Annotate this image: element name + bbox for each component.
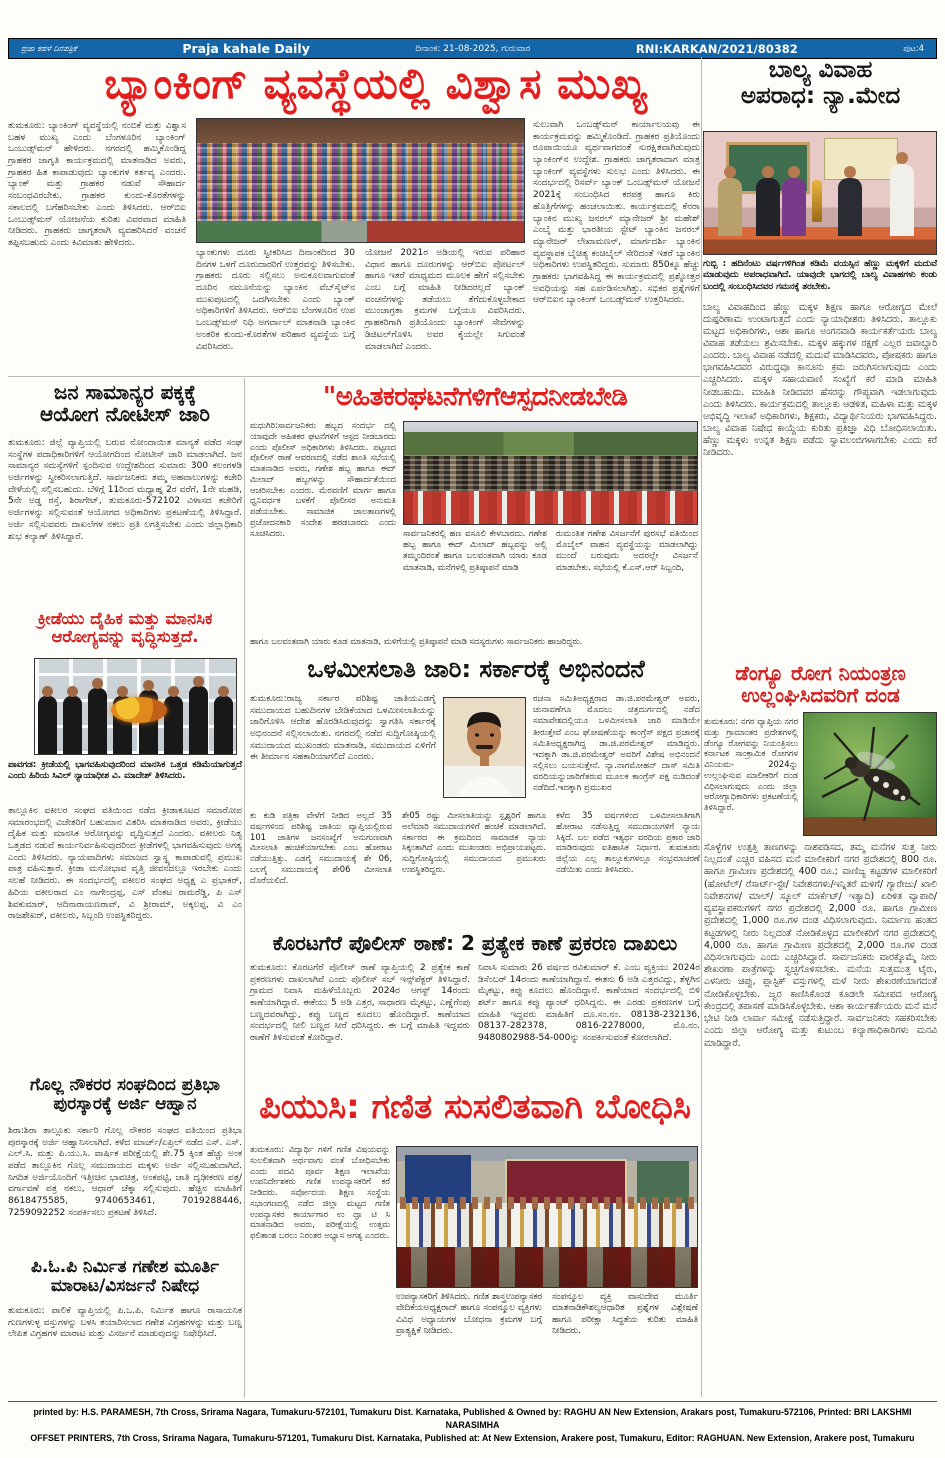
lawyer-figure	[214, 696, 233, 754]
lawyer-figure	[189, 686, 208, 754]
olamisalati-col3a: ಕು ಕುಡಿ ಪತ್ರಿಕಾ ವೇಳೆಗೆ ನೀಡಿದ ಅಲ್ಲದೆ 35 ವರ್ಷಗಳಿಂದ ಪರಿಶಿಷ್ಟ ಜಾತಿಯ ವ್ಯಾಪ್ತಿಯಲ್ಲಿರುವ 101 ಜಾತಿಗಳ ಜನಸಂಖ್ಯೆಗೆ ಅನುಗುಣವಾಗಿ ಮೀಸಲಾತಿ ಹಂಚಿಕೆಯಾಗಬೇಕು ಎಂಬ ಹೋರಾಟ ನಡೆಯುತ್ತಿತ್ತು. ಎಡಗೈ ಸಮುದಾಯಕ್ಕೆ ಶೇ 06, ಬಲಗೈ ಸಮುದಾಯಕ್ಕೆ ಶೇ06 ಮೀಸಲಾತಿ ದೊರೆಯಲಿದೆ.	[250, 810, 392, 885]
koratagere-col1: ತುಮಕೂರು: ಕೊರಟಗೆರೆ ಪೊಲೀಸ್ ಠಾಣೆ ವ್ಯಾಪ್ತಿಯಲ್ಲಿ 2 ಪ್ರತ್ಯೇಕ ಕಾಣೆ ಪ್ರಕರಣಗಳು ದಾಖಲಾಗಿವೆ ಎಂದು ಪೊಲೀಸ್ ಸಬ್ ಇನ್ಸ್‌ಪೆಕ್ಟರ್ ತಿಳಿಸಿದ್ದಾರೆ. ಗ್ರಾಮದ ನಿವಾಸಿ ಮಹಿಳೆಯೊಬ್ಬರು 2024ರ ಆಗಸ್ಟ್ 14ರಂದು ಕಾಣೆಯಾಗಿದ್ದಾರೆ. ಈಕೆಯು 5 ಅಡಿ ಎತ್ತರ, ಸಾಧಾರಣ ಮೈಕಟ್ಟು, ಎಣ್ಣೆಗೆಂಪು ಬಣ್ಣದವರಾಗಿದ್ದು, ಕಪ್ಪು ಬಣ್ಣದ ಕೂದಲು ಹೊಂದಿದ್ದಾರೆ. ಕಾಣೆಯಾದ ಸಂದರ್ಭದಲ್ಲಿ ನೀಲಿ ಬಣ್ಣದ ಸೀರೆ ಧರಿಸಿದ್ದರು. ಈ ಬಗ್ಗೆ ಮಾಹಿತಿ ಇದ್ದವರು ಠಾಣೆಗೆ ತಿಳಿಸುವಂತೆ ಕೋರಿದ್ದಾರೆ.	[250, 963, 470, 1044]
koratagere-col2: ನಿವಾಸಿ ಸುಮಾರು 26 ವರ್ಷದ ರವಿಕುಮಾರ್ ಕೆ. ಎಂಬ ವ್ಯಕ್ತಿಯು 2024ರ ಡಿಸೆಂಬರ್ 14ರಂದು ಕಾಣೆಯಾಗಿದ್ದಾನೆ. ಈತನು 6 ಅಡಿ ಎತ್ತರವಿದ್ದು, ತೆಳ್ಳಗಿನ ಮೈಕಟ್ಟು, ಕಪ್ಪು ಕೂದಲು ಹೊಂದಿದ್ದಾನೆ. ಕಾಣೆಯಾದ ಸಂದರ್ಭದಲ್ಲಿ ಬಿಳಿ ಶರ್ಟ್ ಹಾಗೂ ಕಪ್ಪು ಪ್ಯಾಂಟ್ ಧರಿಸಿದ್ದನು. ಈ ಎರಡು ಪ್ರಕರಣಗಳ ಬಗ್ಗೆ ಮಾಹಿತಿ ಇದ್ದವರು ಮಾಹಿತಿಗೆ ದೂ.ಸಂ.ನಂ. 08138-232136, 08137-282378, 0816-2278000, ಮೊ.ನಂ. 9480802988-54-000ನ್ನು ಸಂಪರ್ಕಿಸುವಂತೆ ಕೋರಲಾಗಿದೆ.	[478, 963, 700, 1044]
olamisalati-headline: ಒಳಮೀಸಲಾತಿ ಜಾರಿ: ಸರ್ಕಾರಕ್ಕೆ ಅಭಿನಂದನೆ	[307, 655, 645, 683]
ahitakara-caption-2: ರುಮಂತಿತ ಗಣೇಶ ವಿಸರ್ಜನೆಗೆ ಪುರಸಭೆ ವತಿಯಿಂದ ಮೊಬೈಲ್ ವಾಹನ ವ್ಯವಸ್ಥೆಯನ್ನು ಮಾಡಲಾಗಿದ್ದು ಮುಂದೆ ಬರುವುದು ಅದರಲ್ಲೇ ವಿಸರ್ಜನೆ ಮಾಡಬೇಕು. ಸಭೆಯಲ್ಲಿ ಕೆ.ಎಸ್.ಆರ್ ಸಿಬ್ಬಂದಿ,	[556, 529, 698, 573]
pop-headline-line2: ಮಾರಾಟ/ವಿಸರ್ಜನೆ ನಿಷೇಧ	[50, 1276, 200, 1297]
child-marriage-body: ಬಾಲ್ಯ ವಿವಾಹದಿಂದ ಹೆಣ್ಣು ಮಕ್ಕಳ ಶಿಕ್ಷಣ ಹಾಗೂ ಆರೋಗ್ಯದ ಮೇಲೆ ದುಷ್ಪರಿಣಾಮ ಉಂಟಾಗುತ್ತದೆ ಎಂದು ನ್ಯಾಯಾಧೀಶರು ತಿಳಿಸಿದರು. ತಾಲ್ಲೂಕು ಮಟ್ಟದ ಅಧಿಕಾರಿಗಳು, ಆಶಾ ಹಾಗೂ ಅಂಗನವಾಡಿ ಕಾರ್ಯಕರ್ತೆಯರು ಬಾಲ್ಯ ವಿವಾಹ ತಡೆಯಲು ಶ್ರಮಿಸಬೇಕು. ಮಕ್ಕಳ ಹಕ್ಕುಗಳ ರಕ್ಷಣೆ ಎಲ್ಲರ ಜವಾಬ್ದಾರಿ ಎಂದರು. ಬಾಲ್ಯ ವಿವಾಹ ನಡೆದಲ್ಲಿ ಮದುವೆ ಮಾಡಿಸಿದವರು, ಪೋಷಕರು ಹಾಗೂ ಭಾಗವಹಿಸಿದವರ ವಿರುದ್ಧವೂ ಕಾನೂನು ಕ್ರಮ ಜರುಗಿಸಲಾಗುವುದು ಎಂದು ಎಚ್ಚರಿಸಿದರು. ಮಕ್ಕಳ ಸಹಾಯವಾಣಿ ಸಂಖ್ಯೆಗೆ ಕರೆ ಮಾಡಿ ಮಾಹಿತಿ ನೀಡಬಹುದು. ಮಾಹಿತಿ ನೀಡಿದವರ ಹೆಸರನ್ನು ಗೌಪ್ಯವಾಗಿ ಇಡಲಾಗುವುದು ಎಂದು ತಿಳಿಸಿದರು. ಕಾರ್ಯಕ್ರಮದಲ್ಲಿ ತಾಲ್ಲೂಕು ಆಡಳಿತ, ಮಹಿಳಾ ಮತ್ತು ಮಕ್ಕಳ ಅಭಿವೃದ್ಧಿ ಇಲಾಖೆ ಅಧಿಕಾರಿಗಳು, ಶಿಕ್ಷಕರು, ವಿದ್ಯಾರ್ಥಿನಿಯರು ಭಾಗವಹಿಸಿದ್ದರು. ಬಾಲ್ಯ ವಿವಾಹ ನಿಷೇಧ ಕಾಯ್ದೆಯ ಕುರಿತು ಪ್ರತಿಜ್ಞಾ ವಿಧಿ ಬೋಧಿಸಲಾಯಿತು. ಹೆಣ್ಣು ಮಕ್ಕಳು ಉನ್ನತ ಶಿಕ್ಷಣ ಪಡೆದು ಸ್ವಾವಲಂಬಿಗಳಾಗಬೇಕು ಎಂದು ಕರೆ ನೀಡಿದರು.	[703, 302, 937, 458]
olamisalati-col2: ರಚನಾ ಸಮಿತಿಅಧ್ಯಕ್ಷರಾದ ಡಾ.ಜಿ.ಪರಮೇಶ್ವರ್ ಅವರು, ಚುನಾವಣೆಗೂ ಮೊದಲು ಚಿತ್ರದುರ್ಗದಲ್ಲಿ ನಡೆದ ಸಮಾವೇಶದಲ್ಲಿಯೂ ಒಳಮೀಸಲಾತಿ ಜಾರಿ ಮಾಡಿಯೇ ತೀರುತ್ತೇವೆ ಎಂಬ ಘೋಷಣೆಯನ್ನು ಕಾಂಗ್ರೆಸ್ ಪಕ್ಷದ ಪ್ರಚಾರಕ್ಕೆ ಸಮಿತಿಅಧ್ಯಕ್ಷರಾಗಿದ್ದ ಡಾ.ಜಿ.ಪರಮೇಶ್ವರ್ ಮಾಡಿದ್ದರು. ಇದಕ್ಕಾಗಿ ಡಾ.ಜಿ.ಪರಮೇಶ್ವರ್ ಅವರಿಗೆ ವಿಶೇಷ ಅಭಿನಂದನೆ ಸಲ್ಲಿಸಲು ಬಯಸುತ್ತೇನೆ. ನ್ಯಾ.ನಾಗಮೋಹನ್ ದಾಸ್ ಸಮಿತಿ ವರದಿಯನ್ನುಜಾರಿಗೆತರುವ ಮೂಲಕ ಕಾಂಗ್ರೆಸ್ ಪಕ್ಷ ನುಡಿದಂತೆ ನಡೆದಿದೆ.ಇದಕ್ಕಾಗಿ ಪ್ರಮುಖರ	[533, 694, 700, 794]
lawyer-figure	[164, 696, 183, 754]
kreede-headline	[8, 610, 242, 647]
dengue-headline	[704, 662, 937, 707]
ahitakara-headline: "ಅಹಿತಕರಘಟನೆಗಳಿಗೆಆಸ್ಪದನೀಡಬೇಡಿ	[322, 382, 628, 412]
jana-samanyara-headline-line1: ಜನ ಸಾಮಾನ್ಯರ ಪಕ್ಕಕ್ಕೆ	[53, 380, 197, 404]
event-banner-graphic	[824, 138, 898, 180]
kreede-headline-line1: ಕ್ರೀಡೆಯು ದೈಹಿಕ ಮತ್ತು ಮಾನಸಿಕ	[37, 609, 213, 628]
puc-caption-2: ಸಂಪನ್ಮೂಲ ವ್ಯಕ್ತಿ ವಾಸುದೇವ ಮೂರ್ತಿ ಮಾತನಾಡಿಕೌಶಲ್ಯಆಧಾರಿತ ಪ್ರಶ್ನೆಗಳ ವಿಶ್ಲೇಷಣೆ ಹಾಗೂ ಪರೀಕ್ಷಾ ಸಿದ್ಧತೆಯ ಕುರಿತು ಮಾಹಿತಿ ನೀಡಿದರು.	[552, 1292, 698, 1337]
lawyer-figure	[38, 696, 57, 754]
olamisalati-col3c: ಕಳೆದ 35 ವರ್ಷಗಳಿಂದ ಒಳಮೀಸಲಾತಿಗಾಗಿ ಹೋರಾಟ ನಡೆಸುತ್ತಿದ್ದ ಸಮುದಾಯಗಳಿಗೆ ನ್ಯಾಯ ಸಿಕ್ಕಿದೆ. ಬಲ ಪಡೆದ ಇತ್ಯರ್ಥ ವರದಿಯ ಪ್ರಕಾರ ಜಾರಿ ಮಾಡಿರುವುದು ಐತಿಹಾಸಿಕ ನಿರ್ಧಾರ. ತುಮಕೂರು ಜಿಲ್ಲೆಯ ಎಲ್ಲ ತಾಲ್ಲೂಕುಗಳಲ್ಲೂ ಸಂಭ್ರಮಾಚರಣೆ ನಡೆಯಿತು ಎಂದು ತಿಳಿಸಿದರು.	[556, 810, 700, 874]
banking-event-photo	[196, 118, 525, 243]
child-marriage-caption: ಗುಬ್ಬಿ : ಹದಿನೆಂಟು ವರ್ಷಗಳಿಗಿಂತ ಕಡಿಮೆ ವಯಸ್ಸಿನ ಹೆಣ್ಣು ಮಕ್ಕಳಿಗೆ ಮದುವೆ ಮಾಡುವುದು ಅಪರಾಧವಾಗಿದೆ. ಯಾವುದೇ ಭಾಗದಲ್ಲಿ ಬಾಲ್ಯ ವಿವಾಹಗಳು ಕಂಡು ಬಂದಲ್ಲಿ ಸಂಬಂಧಿಸಿದವರ ಗಮನಕ್ಕೆ ತರಬೇಕು.	[703, 259, 937, 292]
puc-col1: ತುಮಕೂರು: ವಿದ್ಯಾರ್ಥಿ ಗಳಿಗೆ ಗಣಿತ ವಿಷಯವನ್ನು ಸುಲಲಿತವಾಗಿ ಅರ್ಥವಾಗು ವಂತೆ ಬೋಧಿಸಬೇಕು ಎಂದು ಪದವಿ ಪೂರ್ವ ಶಿಕ್ಷಣ ಇಲಾಖೆಯ ಉಪನಿರ್ದೇಶಕರು ಗಣಿತ ಉಪನ್ಯಾಸಕರಿಗೆ ಕರೆ ನೀಡಿದರು. ಸರ್ವೋದಯ ಶಿಕ್ಷಣ ಸಂಸ್ಥೆಯ ಸಭಾಂಗಣದಲ್ಲಿ ನಡೆದ ಜಿಲ್ಲಾ ಮಟ್ಟದ ಗಣಿತ ಉಪನ್ಯಾಸಕರ ಕಾರ್ಯಾಗಾರ ಉ ದ್ಘಾ ಟಿ ಸಿ ಮಾತನಾಡಿದ ಅವರು, ಪರೀಕ್ಷೆಯಲ್ಲಿ ಉತ್ತಮ ಫಲಿತಾಂಶ ಬರಲು ನಿರಂತರ ಅಭ್ಯಾಸ ಅಗತ್ಯ ಎಂದರು.	[250, 1144, 390, 1240]
child-marriage-headline	[704, 58, 937, 110]
portrait-graphic	[444, 698, 525, 797]
lamp-lighting-photo	[703, 131, 937, 255]
footer-divider	[8, 1401, 937, 1402]
imprint-footer	[8, 1406, 937, 1446]
lawyers-trophy-photo	[34, 658, 237, 755]
golla-body: ಶಿರಾ:ಶಿರಾ ತಾಲ್ಲೂಕು ಸರ್ಕಾರಿ ಗೊಲ್ಲ ನೌಕರರ ಸಂಘದ ವತಿಯಿಂದ ಪ್ರತಿಭಾ ಪುರಸ್ಕಾರಕ್ಕೆ ಅರ್ಜಿ ಆಹ್ವಾನಿಸಲಾಗಿದೆ. ಕಳೆದ ಮಾರ್ಚ್/ಏಪ್ರಿಲ್ ನಡೆದ ಎಸ್. ಎಸ್. ಎಲ್.ಸಿ. ಮತ್ತು ಪಿ.ಯು.ಸಿ. ವಾರ್ಷಿಕ ಪರೀಕ್ಷೆಯಲ್ಲಿ ಶೇ.75 ಕ್ಕಿಂತ ಹೆಚ್ಚು ಅಂಕ ಪಡೆದ ತಾಲ್ಲೂಕಿನ ಗೊಲ್ಲ ಸಮುದಾಯದ ಮಕ್ಕಳು ಅರ್ಜಿ ಸಲ್ಲಿಸಬಹುದಾಗಿದೆ. ನಿಗದಿತ ಅರ್ಜಿಯೊಂದಿಗೆ ಇತ್ತೀಚಿನ ಭಾವಚಿತ್ರ, ಅಂಕಪಟ್ಟಿ, ಜಾತಿ ದೃಢೀಕರಣ ಪತ್ರ/ವರ್ಗಾವಣೆ ಪತ್ರ ನಕಲು, ಆಧಾರ್ ಚೆಕ್ಕಾ ಸಲ್ಲಿಸುವುದು. ಹೆಚ್ಚಿನ ಮಾಹಿತಿಗೆ 8618475585, 9740653461, 7019288446, 7259092252 ಸಂಪರ್ಕಿಸಲು ಪ್ರಕಟಣೆ ತಿಳಿಸಿದೆ.	[8, 1126, 242, 1218]
masthead-date: ದಿನಾಂಕ: 21-08-2025, ಗುರುವಾರ	[415, 43, 531, 54]
masthead-kannada-title: ಪ್ರಜಾ ಕಹಳೆ ದಿನಪತ್ರಿಕೆ	[21, 43, 77, 53]
masthead-rni-number: RNI:KARKAN/2021/80382	[635, 41, 798, 56]
column-divider-right	[701, 57, 702, 1397]
banking-headline: ಬ್ಯಾಂಕಿಂಗ್ ವ್ಯವಸ್ಥೆಯಲ್ಲಿ ವಿಶ್ವಾಸ ಮುಖ್ಯ	[104, 59, 648, 108]
mosquito-photo	[803, 712, 937, 836]
child-marriage-headline-line2: ಅಪರಾಧ: ನ್ಯಾ.ಮೇದ	[740, 82, 901, 109]
banking-col4: ಸುಲುವಾಗಿ ಒಂಬಡ್ಸ್‌ಮನ್ ಕಾರ್ಯಾಲಯವು ಈ ಕಾರ್ಯಕ್ರಮವನ್ನು ಹಮ್ಮಿಕೊಂಡಿದೆ. ಗ್ರಾಹಕರ ಪ್ರತಿಯೊಂದು ರೂಪಾಯಿಯೂ ವ್ಯರ್ಥವಾಗದಂತೆ ಸುರಕ್ಷಿತವಾಗಿಡುವುದು ಬ್ಯಾಂಕಿಂಗ್‌ನ ಉದ್ದೇಶ. ಗ್ರಾಹಕರು ಜಾಗೃತರಾದಾಗ ಮಾತ್ರ ಬ್ಯಾಂಕಿಂಗ್ ವ್ಯವಸ್ಥೆಗಳು ಸುಲಭ ಎಂದು ತಿಳಿಸಿದರು. ಈ ಸಂದರ್ಭದಲ್ಲಿ ರಿಸರ್ವ್ ಬ್ಯಾಂಕ್ ಒಂಬಡ್ಸ್‌ಮನ್ ಯೋಜನೆ 2021ಕ್ಕೆ ಸಂಬಂಧಿಸಿದ ಕರಪತ್ರ ಹಾಗೂ ಕಿರು ಹೊತ್ತಿಗೆಗಳನ್ನು ಹಂಚಲಾಯಿತು. ಕಾರ್ಯಕ್ರಮದಲ್ಲಿ ಕೆನರಾ ಬ್ಯಾಂಕಿನ ಮುಖ್ಯ ಜನರಲ್ ಮ್ಯಾನೇಜರ್ ಶ್ರೀ ಮಹೇಶ್ ಎಂಬೈ ಮತ್ತು ಭಾರತೀಯ ಸ್ಟೇಟ್ ಬ್ಯಾಂಕಿನ ಜನರಲ್ ಮ್ಯಾನೇಜರ್ ಲೇಖಾಮಣನ್, ಮಾರ್ಗದರ್ಶಿ ಬ್ಯಾಂಕಿನ ವ್ಯವಸ್ಥಾಪಕ ಬೈಚಿತ್ಯ ಕಂಚಿಬೈಲ್ ಸೇರಿದಂತೆ ಇತರೆ ಬ್ಯಾಂಕಿನ ಅಧಿಕಾರಿಗಳು ಉಪಸ್ಥಿತರಿದ್ದರು. ಸುಮಾರು 850ಕ್ಕೂ ಹೆಚ್ಚು ಗ್ರಾಹಕರು ಭಾಗವಹಿಸಿದ್ದ ಈ ಕಾರ್ಯಕ್ರಮದಲ್ಲಿ ಪ್ರಶ್ನೋತ್ತರ ಅವಧಿಯನ್ನು ಸಹ ಏರ್ಪಡಿಸಲಾಗಿತ್ತು. ಸಭಿಕರ ಪ್ರಶ್ನೆಗಳಿಗೆ ಆರ್‌ಬಿಐನ ಬ್ಯಾಂಕಿಂಗ್ ಒಂಬಡ್ಸ್‌ಮನ್ ಉತ್ತರಿಸಿದರು.	[533, 120, 700, 306]
dengue-headline-line1: ಡೆಂಗ್ಯೂ ರೋಗ ನಿಯಂತ್ರಣ	[735, 661, 906, 685]
banking-col3: ಯೋಜನೆ 2021ರ ಅಡಿಯಲ್ಲಿ ಇರುವ ಪರಿಹಾರ ವಿಧಾನ ಹಾಗೂ ದೂರುಗಳನ್ನು ಆರ್‌ಬಿಐ ಪೋರ್ಟಲ್ ಹಾಗೂ ಇತರೆ ಮಾಧ್ಯಮದ ಮೂಲಕ ಹೇಗೆ ಸಲ್ಲಿಸಬೇಕು ಎಂಬ ಬಗ್ಗೆ ಮಾಹಿತಿ ನೀಡಿದರಲ್ಲದೆ ಬ್ಯಾಂಕ್ ವಂಚನೆಗಳನ್ನು ತಡೆಯಲು ತೆಗೆದುಕೊಳ್ಳಬೇಕಾದ ಮುಂಜಾಗ್ರತಾ ಕ್ರಮಗಳ ಬಗ್ಗೆಯೂ ವಿವರಿಸಿದರು. ಗ್ರಾಹಕರಿಗಾಗಿ ಪ್ರತಿಯೊಂದು ಬ್ಯಾಂಕಿಂಗ್ ಸೇವೆಗಳನ್ನು ಡಿಜಿಟಲ್‌ಗೊಳಿಸಿ ಅವರ ಕೈಯಲ್ಲೇ ಸಿಗುವಂತೆ ಮಾಡಲಾಗಿದೆ ಎಂದರು.	[365, 248, 525, 352]
mosquito-graphic	[804, 713, 936, 835]
masthead-english-title: Praja kahale Daily	[182, 41, 310, 56]
imprint-line1: printed by: H.S. PARAMESH, 7th Cross, Srirama Nagara, Tumakuru-572101, Tumakuru Dist. Karnataka, Published & Owned by: RAGHU AN New Extension, Arakars post, Tumakuru-572106, Printed: BRI LAKSHMI NARASIMHA	[33, 1407, 912, 1431]
dengue-headline-line2: ಉಲ್ಲಂಘಿಸಿದವರಿಗೆ ದಂಡ	[741, 683, 900, 708]
lawyer-figure	[63, 696, 82, 754]
police-officer-figure	[718, 178, 742, 236]
ahitakara-side-col: ಮಧುಗಿರಿ:ಸಾರ್ವಜನಿಕರು ಹಬ್ಬದ ಸಂದರ್ಭ ದಲ್ಲಿ ಯಾವುದೇ ಅಹಿತಕರ ಘಟನೆಗಳಿಗೆ ಆಸ್ಪದ ನೀಡಬಾರದು ಎಂದು ಪೊಲೀಸ್ ಅಧಿಕಾರಿಗಳು ತಿಳಿಸಿದರು. ಪಟ್ಟಣದ ಪೊಲೀಸ್ ಠಾಣೆ ಆವರಣದಲ್ಲಿ ನಡೆದ ಶಾಂತಿ ಸಭೆಯಲ್ಲಿ ಮಾತನಾಡಿದ ಅವರು, ಗಣೇಶ ಹಬ್ಬ ಹಾಗೂ ಈದ್ ಮಿಲಾದ್ ಹಬ್ಬಗಳನ್ನು ಸೌಹಾರ್ದತೆಯಿಂದ ಆಚರಿಸಬೇಕು ಎಂದರು. ಮೆರವಣಿಗೆ ಮಾರ್ಗ ಹಾಗೂ ಧ್ವನಿವರ್ಧಕ ಬಳಕೆಗೆ ಪೊಲೀಸರ ಅನುಮತಿ ಪಡೆಯಬೇಕು. ಸಾಮಾಜಿಕ ಜಾಲತಾಣಗಳಲ್ಲಿ ಪ್ರಚೋದನಕಾರಿ ಸಂದೇಶ ಹರಡಬಾರದು ಎಂದು ಸೂಚಿಸಿದರು.	[250, 420, 396, 538]
judge-figure	[782, 178, 806, 236]
puc-caption-1: ಉಪನ್ಯಾಸಕರಿಗೆ ತಿಳಿಸಿದರು. ಗಣಿತ ಶಾಸ್ತ್ರಉಪನ್ಯಾಸಕರ ವೇದಿಕೆಯಅಧ್ಯಕ್ಷರಾದ್ ಹಾಗೂ ಸಂಪನ್ಮೂಲ ವ್ಯಕ್ತಿಗಳು ವಿವಿಧ ಅಧ್ಯಾಯಗಳ ಬೋಧನಾ ಕ್ರಮಗಳ ಬಗ್ಗೆ ಪ್ರಾತ್ಯಕ್ಷಿಕೆ ನೀಡಿದರು.	[396, 1292, 542, 1337]
ahitakara-overflow-line: ಹಾಗೂ ಬಲವಂತವಾಗಿ ಯಾರು ಕೂಡ ಮಾತನಾಡಿ, ಮಳಿಗೆಯಲ್ಲಿ ಪ್ರತಿಷ್ಠಾಪನೆ ಮಾಡಿ ಸದಸ್ಯರುಗಳು ಸಾರ್ವಜನಿಕರು ಹಾಜರಿದ್ದರು.	[250, 636, 583, 646]
garland-trophy-graphic	[111, 697, 167, 723]
jana-samanyara-headline-line2: ಆಯೋಗ ನೋಟೀಸ್ ಜಾರಿ	[40, 402, 210, 427]
imprint-line2: OFFSET PRINTERS, 7th Cross, Srirama Nagara, Tumakuru-571201, Tumakuru Dist. Karnataka, Published at: At New Extension, Arakere post, Tumakuru, Editor: RAGHUAN. New Extension, Arakere post, Tumakuru	[30, 1433, 915, 1444]
masthead-bar	[8, 38, 937, 59]
pop-headline	[8, 1258, 242, 1296]
standing-row-graphic	[397, 1203, 697, 1249]
ahitakara-caption-1: ಸಾರ್ವಜನಿಕರಲ್ಲಿ ಹಣ ವಸೂಲಿ ಕೇಳಬಾರದು. ಗಣೇಶ ಹಬ್ಬ ಹಾಗೂ ಈದ್ ಮಿಲಾದ್ ಹಬ್ಬವನ್ನು ಅಲ್ಲಿ ತಮ್ಮಂದಿರಂತೆ ಹಾಗೂ ಬಲವಂತವಾಗಿ ಯಾರು ಕೂಡ ಮಾತನಾಡಿ, ಮನೆಗಳಲ್ಲಿ ಪ್ರತಿಷ್ಠಾಪನೆ ಮಾಡಿ	[403, 529, 547, 573]
oil-lamp-graphic	[812, 180, 822, 222]
pop-headline-line1: ಪಿ.ಓ.ಪಿ ನಿರ್ಮಿತ ಗಣೇಶ ಮೂರ್ತಿ	[30, 1257, 220, 1277]
organizer-figure	[890, 164, 914, 236]
koratagere-headline: ಕೊರಟಗೆರೆ ಪೊಲೀಸ್ ಠಾಣೆ: 2 ಪ್ರತ್ಯೇಕ ಕಾಣೆ ಪ್ರಕರಣ ದಾಖಲು	[272, 931, 678, 955]
child-marriage-headline-line1: ಬಾಲ್ಯ ವಿವಾಹ	[768, 57, 873, 83]
kreede-caption: ಪಾವಗಡ: ಕ್ರೀಡೆಯಲ್ಲಿ ಭಾಗವಹಿಸುವುದರಿಂದ ಮಾನಸಿಕ ಒತ್ತಡ ಕಡಿಮೆಯಾಗುತ್ತದೆ ಎಂದು ಹಿರಿಯ ಸಿವಿಲ್ ನ್ಯಾಯಾಧೀಶ ವಿ. ಮಾದೇಶ್ ತಿಳಿಸಿದರು.	[8, 760, 242, 782]
olamisalati-col1: ತುಮಕೂರು:ರಾಜ್ಯ ಸರ್ಕಾರ ಪರಿಶಿಷ್ಟ ಜಾತಿಯಎಡಗೈ ಸಮುದಾಯದ ಬಹುದಿನಗಳ ಬೇಡಿಕೆಯಾದ ಒಳಮೀಸಲಾತಿಯನ್ನು ಜಾರಿಗೊಳಿಸಿ ಆದೇಶ ಹೊರಡಿಸಿರುವುದನ್ನು ಸ್ವಾಗತಿಸಿ ಸರ್ಕಾರಕ್ಕೆ ಅಭಿನಂದನೆ ಸಲ್ಲಿಸಲಾಯಿತು. ನಗರದಲ್ಲಿ ನಡೆದ ಸುದ್ದಿಗೋಷ್ಠಿಯಲ್ಲಿ ಸಮುದಾಯದ ಮುಖಂಡರು ಮಾತನಾಡಿ, ಸಮುದಾಯದ ಏಳಿಗೆಗೆ ಈ ತೀರ್ಮಾನ ಸಹಕಾರಿಯಾಗಲಿದೆ ಎಂದರು.	[250, 694, 436, 763]
seated-row-graphic	[397, 1247, 697, 1287]
kreede-headline-line2: ಆರೋಗ್ಯವನ್ನು ವೃದ್ಧಿಸುತ್ತದೆ.	[51, 627, 199, 647]
pop-body: ತುಮಕೂರು: ಪಾಲಿಕೆ ವ್ಯಾಪ್ತಿಯಲ್ಲಿ ಪಿ.ಒ.ಪಿ. ನಿರ್ಮಿತ ಹಾಗೂ ರಾಸಾಯನಿಕ ಗುಣಗಳುಳ್ಳ ವಸ್ತುಗಳನ್ನು ಬಳಸಿ ತಯಾರಿಸಲಾದ ಗಣೇಶ ವಿಗ್ರಹಗಳನ್ನು ಮತ್ತು ಬಣ್ಣ ಲೇಪಿತ ವಿಗ್ರಹಗಳ ಮಾರಾಟ ಮತ್ತು ವಿಸರ್ಜನೆ ಮಾಡುವುದನ್ನು ನಿಷೇಧಿಸಿದೆ.	[8, 1306, 242, 1340]
section-divider-1	[8, 376, 700, 377]
masthead-page-number: ಪುಟ:4	[903, 43, 924, 54]
puc-headline: ಪಿಯುಸಿ: ಗಣಿತ ಸುಸಲಿತವಾಗಿ ಬೋಧಿಸಿ	[259, 1087, 691, 1127]
banking-col1: ತುಮಕೂರು: ಬ್ಯಾಂಕಿಂಗ್ ವ್ಯವಸ್ಥೆಯಲ್ಲಿ ನಂಬಿಕೆ ಮತ್ತು ವಿಶ್ವಾಸ ಬಹಳ ಮುಖ್ಯ ಎಂದು ಬೆಂಗಳೂರಿನ ಬ್ಯಾಂಕಿಂಗ್ ಒಂಬುಡ್ಸ್‌ಮನ್ ಹೇಳಿದರು. ನಗರದಲ್ಲಿ ಹಮ್ಮಿಕೊಂಡಿದ್ದ ಗ್ರಾಹಕರ ಜಾಗೃತಿ ಕಾರ್ಯಕ್ರಮದಲ್ಲಿ ಮಾತನಾಡಿದ ಅವರು, ಗ್ರಾಹಕರ ಹಿತ ಕಾಪಾಡುವುದು ಬ್ಯಾಂಕುಗಳ ಕರ್ತವ್ಯ ಎಂದರು. ಬ್ಯಾಂಕ್ ಮತ್ತು ಗ್ರಾಹಕರ ನಡುವೆ ಸೌಹಾರ್ದ ಸಂಬಂಧವಿರಬೇಕು. ಗ್ರಾಹಕರ ಕುಂದು-ಕೊರತೆಗಳನ್ನು ಸಕಾಲದಲ್ಲಿ ಬಗೆಹರಿಸಬೇಕು ಎಂದು ತಿಳಿಸಿದರು. ಆರ್‌ಬಿಐ ಒಂಬುಡ್ಸ್‌ಮನ್ ಯೋಜನೆಯ ಕುರಿತು ವಿವರವಾದ ಮಾಹಿತಿ ನೀಡಿದರು. ಗ್ರಾಹಕರು ಜಾಗೃತರಾಗಿ ವ್ಯವಹರಿಸಿದರೆ ವಂಚನೆ ತಪ್ಪಿಸಬಹುದು ಎಂದು ಕಿವಿಮಾತು ಹೇಳಿದರು.	[8, 121, 186, 248]
dengue-lead: ತುಮಕೂರು: ನಗರ ವ್ಯಾಪ್ತಿಯ ನಗರ ಮತ್ತು ಗ್ರಾಮಾಂತರ ಪ್ರದೇಶಗಳಲ್ಲಿ ಡೆಂಗ್ಯೂ ರೋಗವನ್ನು ನಿಯಂತ್ರಿಸಲು ಕರ್ನಾಟಕ ಸಾಂಕ್ರಾಮಿಕ ರೋಗಗಳ ವಿನಿಯಮ- 2024ನ್ನು ಉಲ್ಲಂಘಿಸುವ ಮಾಲೀಕರಿಗೆ ದಂಡ ವಿಧಿಸಲಾಗುವುದು ಎಂದು ಜಿಲ್ಲಾ ಆರೋಗ್ಯಾಧಿಕಾರಿಗಳು ಪ್ರಕಟಣೆಯಲ್ಲಿ ತಿಳಿಸಿದ್ದಾರೆ.	[704, 716, 798, 812]
guest-figure	[838, 178, 862, 236]
banking-col2: ಬ್ಯಾಂಕುಗಳು ದೂರು ಸ್ವೀಕರಿಸಿದ ದಿನಾಂಕದಿಂದ 30 ದಿನಗಳ ಒಳಗೆ ದೂರುದಾರರಿಗೆ ಉತ್ತರವನ್ನು ತಿಳಿಸಬೇಕು. ಗ್ರಾಹಕರು ದೂರು ಸಲ್ಲಿಸಲು ಅನುಕೂಲವಾಗುವಂತೆ ದೂರಿನ ನಮೂನೆಯನ್ನು ಬ್ಯಾಂಕಿನ ವೆಬ್‌ಸೈಟ್‌ನ ಮುಖಪುಟದಲ್ಲಿ ಒದಗಿಸಬೇಕು ಎಂದು ಬ್ಯಾಂಕ್ ಅಧಿಕಾರಿಗಳಿಗೆ ತಿಳಿಸಿದರು. ಆರ್‌ಬಿಐ ಬೆಂಗಳೂರಿನ ಉಪ ಒಂಬಡ್ಸ್‌ಮನ್ ನಿಧಿ ಅಗರ್ವಾಲ್ ಮಾತನಾಡಿ ಬ್ಯಾಂಕಿನ ಅಂತರಿಕ ಕುಂದು-ಕೊರತೆಗಳ ಪರಿಹಾರ ವ್ಯವಸ್ಥೆಯ ಬಗ್ಗೆ ವಿವರಿಸಿದರು.	[196, 248, 355, 352]
jana-samanyara-body: ತುಮಕೂರು: ಜಿಲ್ಲೆ ವ್ಯಾಪ್ತಿಯಲ್ಲಿ ಬರುವ ನೋಂದಾಯಿತ ಮಾನ್ಯತೆ ಪಡೆದ ಸಂಘ ಸಂಸ್ಥೆಗಳ ಪದಾಧಿಕಾರಿಗಳಿಗೆ ಆಯೋಗದಿಂದ ನೋಟೀಸ್ ಜಾರಿ ಮಾಡಲಾಗಿದೆ. ಜನ ಸಾಮಾನ್ಯರ ಸಮಸ್ಯೆಗಳಿಗೆ ಸ್ಪಂದಿಸುವ ಉದ್ದೇಶದಿಂದ ಸುಮಾರು 300 ಕಲಂಗಳಡಿ ಅರ್ಜಿಗಳನ್ನು ಸ್ವೀಕರಿಸಲಾಗುತ್ತಿದೆ. ಸಾರ್ವಜನಿಕರು ತಮ್ಮ ಅಹವಾಲುಗಳನ್ನು ಕಚೇರಿ ವೇಳೆಯಲ್ಲಿ ಸಲ್ಲಿಸಬಹುದು. ಬೆಳಿಗ್ಗೆ 11ರಿಂದ ಮಧ್ಯಾಹ್ನ 2ರ ವರೆಗೆ, 1ನೇ ಮಹಡಿ, 5ನೇ ಅಡ್ಡ ರಸ್ತೆ, ಶಿರಾಗೇಟ್, ತುಮಕೂರು-572102 ವಿಳಾಸದ ಕಚೇರಿಗೆ ಅರ್ಜಿಗಳನ್ನು ಸಲ್ಲಿಸುವಂತೆ ಆಯೋಗದ ಅಧಿಕಾರಿಗಳು ಪ್ರಕಟಣೆಯಲ್ಲಿ ತಿಳಿಸಿದ್ದಾರೆ. ಅರ್ಜಿ ಸಲ್ಲಿಸುವವರು ದಾಖಲೆಗಳ ನಕಲು ಪ್ರತಿ ಲಗತ್ತಿಸಬೇಕು ಎಂದು ಜಿಲ್ಲಾಧಿಕಾರಿ ಶುಭ ಕಲ್ಯಾಣ್ ತಿಳಿಸಿದ್ದಾರೆ.	[8, 438, 242, 542]
olamisalati-col3b: ಶೇ05 ರಷ್ಟು ಮೀಸಲಾತಿಯನ್ನು ಸ್ಪೃಶ್ಯರಿಗೆ ಹಾಗೂ ಅಲೆಮಾರಿ ಸಮುದಾಯಗಳಿಗೆ ಹಂಚಿಕೆ ಮಾಡಲಾಗಿದೆ. ಸರ್ಕಾರದ ಈ ಕ್ರಮದಿಂದ ಸಾಮಾಜಿಕ ನ್ಯಾಯ ಸಿಕ್ಕಂತಾಗಿದೆ ಎಂದು ಮುಖಂಡರು ಅಭಿಪ್ರಾಯಪಟ್ಟರು. ಸುದ್ದಿಗೋಷ್ಠಿಯಲ್ಲಿ ಸಮುದಾಯದ ಪ್ರಮುಖರು ಉಪಸ್ಥಿತರಿದ್ದರು.	[402, 810, 546, 874]
advocate-figure	[756, 178, 780, 236]
peace-meeting-photo	[403, 421, 698, 525]
kreede-body: ತಾಲ್ಲೂಕಿನ ವಕೀಲರ ಸಂಘದ ವತಿಯಿಂದ ನಡೆದ ಕ್ರೀಡಾಕೂಟದ ಸಮಾರೋಪ ಸಮಾರಂಭದಲ್ಲಿ ವಿಜೇತರಿಗೆ ಬಹುಮಾನ ವಿತರಿಸಿ ಮಾತನಾಡಿದ ಅವರು, ಕ್ರೀಡೆಯು ದೈಹಿಕ ಮತ್ತು ಮಾನಸಿಕ ಆರೋಗ್ಯವನ್ನು ವೃದ್ಧಿಸುತ್ತದೆ ಎಂದರು. ವಕೀಲರು ನಿತ್ಯ ಒತ್ತಡದ ನಡುವೆ ಕಾರ್ಯನಿರ್ವಹಿಸುವುದರಿಂದ ಕ್ರೀಡೆಗಳಲ್ಲಿ ಭಾಗವಹಿಸುವುದು ಅಗತ್ಯ ಎಂದು ತಿಳಿಸಿದರು. ನ್ಯಾಯವಾದಿಗಳು ಸಮಾಜದ ಸ್ವಾಸ್ಥ್ಯ ಕಾಪಾಡುವಲ್ಲಿ ಪ್ರಮುಖ ಪಾತ್ರ ವಹಿಸುತ್ತಾರೆ. ಕ್ರೀಡಾ ಮನೋಭಾವ ವೃತ್ತಿ ಜೀವನದಲ್ಲೂ ಇರಬೇಕು ಎಂದು ಸಲಹೆ ನೀಡಿದರು. ಈ ಸಂದರ್ಭದಲ್ಲಿ ವಕೀಲರ ಸಂಘದ ಅಧ್ಯಕ್ಷ ಎ ಪ್ರಭಾಕರ್, ಹಿರಿಯ ವಕೀಲರಾದ ಎಂ ನಾಗೇಂದ್ರಪ್ಪ, ಎಸ್ ವೆಂಕಟ ರಾಮರೆಡ್ಡಿ, ಪಿ ಎಸ್ ಶಿವಕುಮಾರ್, ಆದಿನಾರಾಯಣರಾವ್, ವಿ ಶ್ರೀರಾಮ್, ಅಕ್ಕಲಪ್ಪ, ವಿ ಎಂ ರಾಜಶೇಖರ್, ವಕೀಲರು, ಸಿಬ್ಬಂದಿ ಉಪಸ್ಥಿತರಿದ್ದರು.	[8, 806, 242, 922]
dengue-body: ಸೊಳ್ಳೆಗಳ ಉತ್ಪತ್ತಿ ತಾಣಗಳನ್ನು ನಾಶಪಡಿಸದ, ತಮ್ಮ ಮನೆಗಳ ಸುತ್ತ ನೀರು ನಿಲ್ಲದಂತೆ ಎಚ್ಚರ ವಹಿಸದ ಮನೆ ಮಾಲೀಕರಿಗೆ ನಗರ ಪ್ರದೇಶದಲ್ಲಿ 800 ರೂ. ಹಾಗೂ ಗ್ರಾಮೀಣ ಪ್ರದೇಶದಲ್ಲಿ 400 ರೂ.; ವಾಣಿಜ್ಯ ಕಟ್ಟಡಗಳ ಮಾಲೀಕರಿಗೆ (ಹೋಟೆಲ್/ ರೆಸಾರ್ಟ್-ಸ್ಟೇ/ ನಿವೇಶನಗಳು/ಇನ್ನಿತರೆ ಮಳಿಗೆ/ ಗ್ಯಾರೇಜು/ ಖಾಲಿ ನಿವೇಶನಗಳ/ ಮಾಲ್/ ಸ್ಕೂಲ್ ಮಾರ್ಕೆಟ್/ ಇತ್ಯಾದಿ) ಏರಿಳಿತ ವ್ಯಾಪಾರಿ/ ವ್ಯವಸ್ಥಾಪಕರುಗಳಿಗೆ ನಗರ ಪ್ರದೇಶದಲ್ಲಿ 2,000 ರೂ. ಹಾಗೂ ಗ್ರಾಮೀಣ ಪ್ರದೇಶದಲ್ಲಿ 1,000 ರೂ.ಗಳ ದಂಡ ವಿಧಿಸಲಾಗುವುದು. ನಿರ್ಮಾಣ ಹಂತದ ಕಟ್ಟಡಗಳಲ್ಲಿ ನೀರು ನಿಲ್ಲದಂತೆ ನೋಡಿಕೊಳ್ಳದ ಮಾಲೀಕರಿಗೆ ನಗರ ಪ್ರದೇಶದಲ್ಲಿ 4,000 ರೂ. ಹಾಗೂ ಗ್ರಾಮೀಣ ಪ್ರದೇಶದಲ್ಲಿ 2,000 ರೂ.ಗಳ ದಂಡ ವಿಧಿಸಲಾಗುವುದು ಎಂದು ಎಚ್ಚರಿಸಿದ್ದಾರೆ. ಸಾರ್ವಜನಿಕರು ವಾರಕ್ಕೊಮ್ಮೆ ನೀರು ಶೇಖರಣಾ ಪಾತ್ರೆಗಳನ್ನು ಸ್ವಚ್ಛಗೊಳಿಸಬೇಕು. ಮನೆಯ ಸುತ್ತಮುತ್ತ ಟೈರು, ಎಳನೀರು ಚಿಪ್ಪು, ಪ್ಲಾಸ್ಟಿಕ್ ವಸ್ತುಗಳಲ್ಲಿ ಮಳೆ ನೀರು ಶೇಖರಣೆಯಾಗದಂತೆ ನೋಡಿಕೊಳ್ಳಬೇಕು. ಜ್ವರ ಕಾಣಿಸಿಕೊಂಡ ಕೂಡಲೇ ಸಮೀಪದ ಆರೋಗ್ಯ ಕೇಂದ್ರದಲ್ಲಿ ತಪಾಸಣೆ ಮಾಡಿಸಿಕೊಳ್ಳಬೇಕು. ಆಶಾ ಕಾರ್ಯಕರ್ತೆಯರು ಮನೆ ಮನೆ ಭೇಟಿ ನೀಡಿ ಲಾರ್ವಾ ಸಮೀಕ್ಷೆ ನಡೆಸುತ್ತಿದ್ದಾರೆ. ಸಾರ್ವಜನಿಕರು ಸಹಕರಿಸಬೇಕು ಎಂದು ಜಿಲ್ಲಾ ಆರೋಗ್ಯ ಮತ್ತು ಕುಟುಂಬ ಕಲ್ಯಾಣಾಧಿಕಾರಿಗಳು ಮನವಿ ಮಾಡಿದ್ದಾರೆ.	[704, 842, 937, 1049]
leader-portrait-photo	[443, 697, 526, 798]
golla-headline-line1: ಗೊಲ್ಲ ನೌಕರರ ಸಂಘದಿಂದ ಪ್ರತಿಭಾ	[29, 1075, 221, 1095]
jana-samanyara-headline	[8, 381, 242, 426]
math-workshop-photo	[396, 1146, 698, 1288]
column-divider-left	[244, 378, 245, 1398]
golla-headline	[8, 1076, 242, 1114]
lawyer-figure	[88, 688, 107, 754]
golla-headline-line2: ಪುರಸ್ಕಾರಕ್ಕೆ ಅರ್ಜಿ ಆಹ್ವಾನ	[53, 1094, 197, 1115]
